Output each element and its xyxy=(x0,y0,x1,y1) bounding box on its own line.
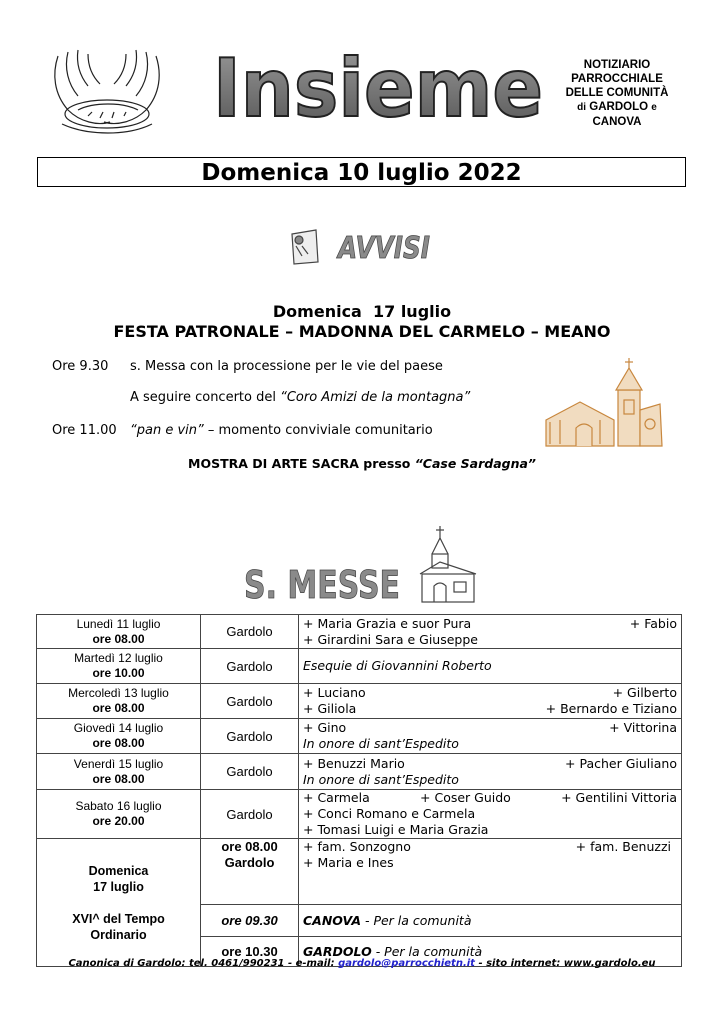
insieme-logo xyxy=(208,48,548,126)
avvisi-heading xyxy=(286,224,486,268)
svg-text:AVVISI: AVVISI xyxy=(336,231,430,266)
avviso-text-3 xyxy=(130,423,433,438)
messe-heading xyxy=(240,524,480,606)
date-banner: Domenica 10 luglio 2022 xyxy=(37,157,686,187)
svg-text:Insieme: Insieme xyxy=(213,48,543,126)
footer-post: - sito internet: www.gardolo.eu xyxy=(474,958,656,969)
table-row xyxy=(37,684,682,719)
pub-canova: CANOVA xyxy=(592,116,642,128)
day-cell: Sabato 16 luglio ore 20.00 xyxy=(37,790,201,839)
intentions-cell: GARDOLO - Per la comunità xyxy=(299,937,682,967)
day-cell: Mercoledì 13 luglio ore 08.00 xyxy=(37,684,201,719)
avviso-text-3-post: – momento conviviale comunitario xyxy=(203,423,433,438)
pub-line-2: PARROCCHIALE xyxy=(571,73,663,85)
footer-pre: Canonica di Gardolo: tel. 0461/990231 - e-mail: xyxy=(68,958,339,969)
intentions-cell: CANOVA - Per la comunità xyxy=(299,905,682,937)
avviso-text-1: s. Messa con la processione per le vie del paese xyxy=(130,359,443,374)
publication-info xyxy=(552,58,682,129)
table-row xyxy=(37,839,682,905)
avviso-text-2 xyxy=(130,390,470,405)
time-cell: ore 09.30 xyxy=(201,905,299,937)
place-cell: Gardolo xyxy=(201,684,299,719)
pan-e-vin: “pan e vin” xyxy=(130,423,204,438)
footer-contacts xyxy=(0,958,724,969)
table-row xyxy=(37,754,682,790)
sunday-cell: Domenica 17 luglio XVI^ del Tempo Ordinario xyxy=(37,839,201,967)
email-link[interactable]: gardolo@parrocchietn.it xyxy=(338,958,475,969)
intentions-cell: + Benuzzi Mario + Pacher Giuliano In onore di sant’Espedito xyxy=(299,754,682,790)
place-cell: Gardolo xyxy=(201,790,299,839)
table-row xyxy=(37,719,682,754)
place-cell: Gardolo xyxy=(201,719,299,754)
chapel-icon xyxy=(420,526,476,602)
intentions-cell: + Luciano + Gilberto + Giliola + Bernardo e Tiziano xyxy=(299,684,682,719)
time-place-cell: ore 08.00 Gardolo xyxy=(201,839,299,905)
mostra-pre: MOSTRA DI ARTE SACRA presso xyxy=(188,456,415,471)
hands-illustration-icon xyxy=(48,44,166,136)
intentions-cell: + Gino + Vittorina In onore di sant’Espedito xyxy=(299,719,682,754)
place-cell: Gardolo xyxy=(201,649,299,684)
mostra-place: “Case Sardagna” xyxy=(414,456,536,471)
place-cell: Gardolo xyxy=(201,754,299,790)
time-cell: ore 10.30 xyxy=(201,937,299,967)
church-illustration-icon xyxy=(540,350,668,450)
avviso-time-3: Ore 11.00 xyxy=(52,423,117,438)
table-row xyxy=(37,649,682,684)
intentions-cell: + Carmela + Coser Guido + Gentilini Vittoria + Conci Romano e Carmela + Tomasi Luigi e Maria Grazia xyxy=(299,790,682,839)
avviso-time-1: Ore 9.30 xyxy=(52,359,109,374)
avviso-text-2-pre: A seguire concerto del xyxy=(130,390,281,405)
feast-date: Domenica 17 luglio xyxy=(272,302,452,321)
pub-gardolo: GARDOLO xyxy=(589,101,649,113)
intentions-cell: + fam. Sonzogno + fam. Benuzzi + Maria e Ines xyxy=(299,839,682,905)
table-row xyxy=(37,615,682,649)
svg-text:S. MESSE: S. MESSE xyxy=(244,563,400,606)
day-cell: Giovedì 14 luglio ore 08.00 xyxy=(37,719,201,754)
mass-schedule-table xyxy=(36,614,682,967)
intentions-cell: + Maria Grazia e suor Pura + Fabio + Girardini Sara e Giuseppe xyxy=(299,615,682,649)
coro-name: “Coro Amizi de la montagna” xyxy=(280,390,471,405)
pub-line-1: NOTIZIARIO xyxy=(583,59,651,71)
feast-title: FESTA PATRONALE – MADONNA DEL CARMELO – MEANO xyxy=(113,322,611,341)
announcement-icon xyxy=(292,230,318,264)
table-row xyxy=(37,790,682,839)
mostra-notice xyxy=(0,456,724,471)
day-cell: Martedì 12 luglio ore 10.00 xyxy=(37,649,201,684)
pub-line-3: DELLE COMUNITÀ xyxy=(565,87,669,99)
day-cell: Venerdì 15 luglio ore 08.00 xyxy=(37,754,201,790)
place-cell: Gardolo xyxy=(201,615,299,649)
pub-e: e xyxy=(651,102,657,113)
pub-di: di xyxy=(577,102,587,113)
day-cell: Lunedì 11 luglio ore 08.00 xyxy=(37,615,201,649)
intentions-cell: Esequie di Giovannini Roberto xyxy=(299,649,682,684)
